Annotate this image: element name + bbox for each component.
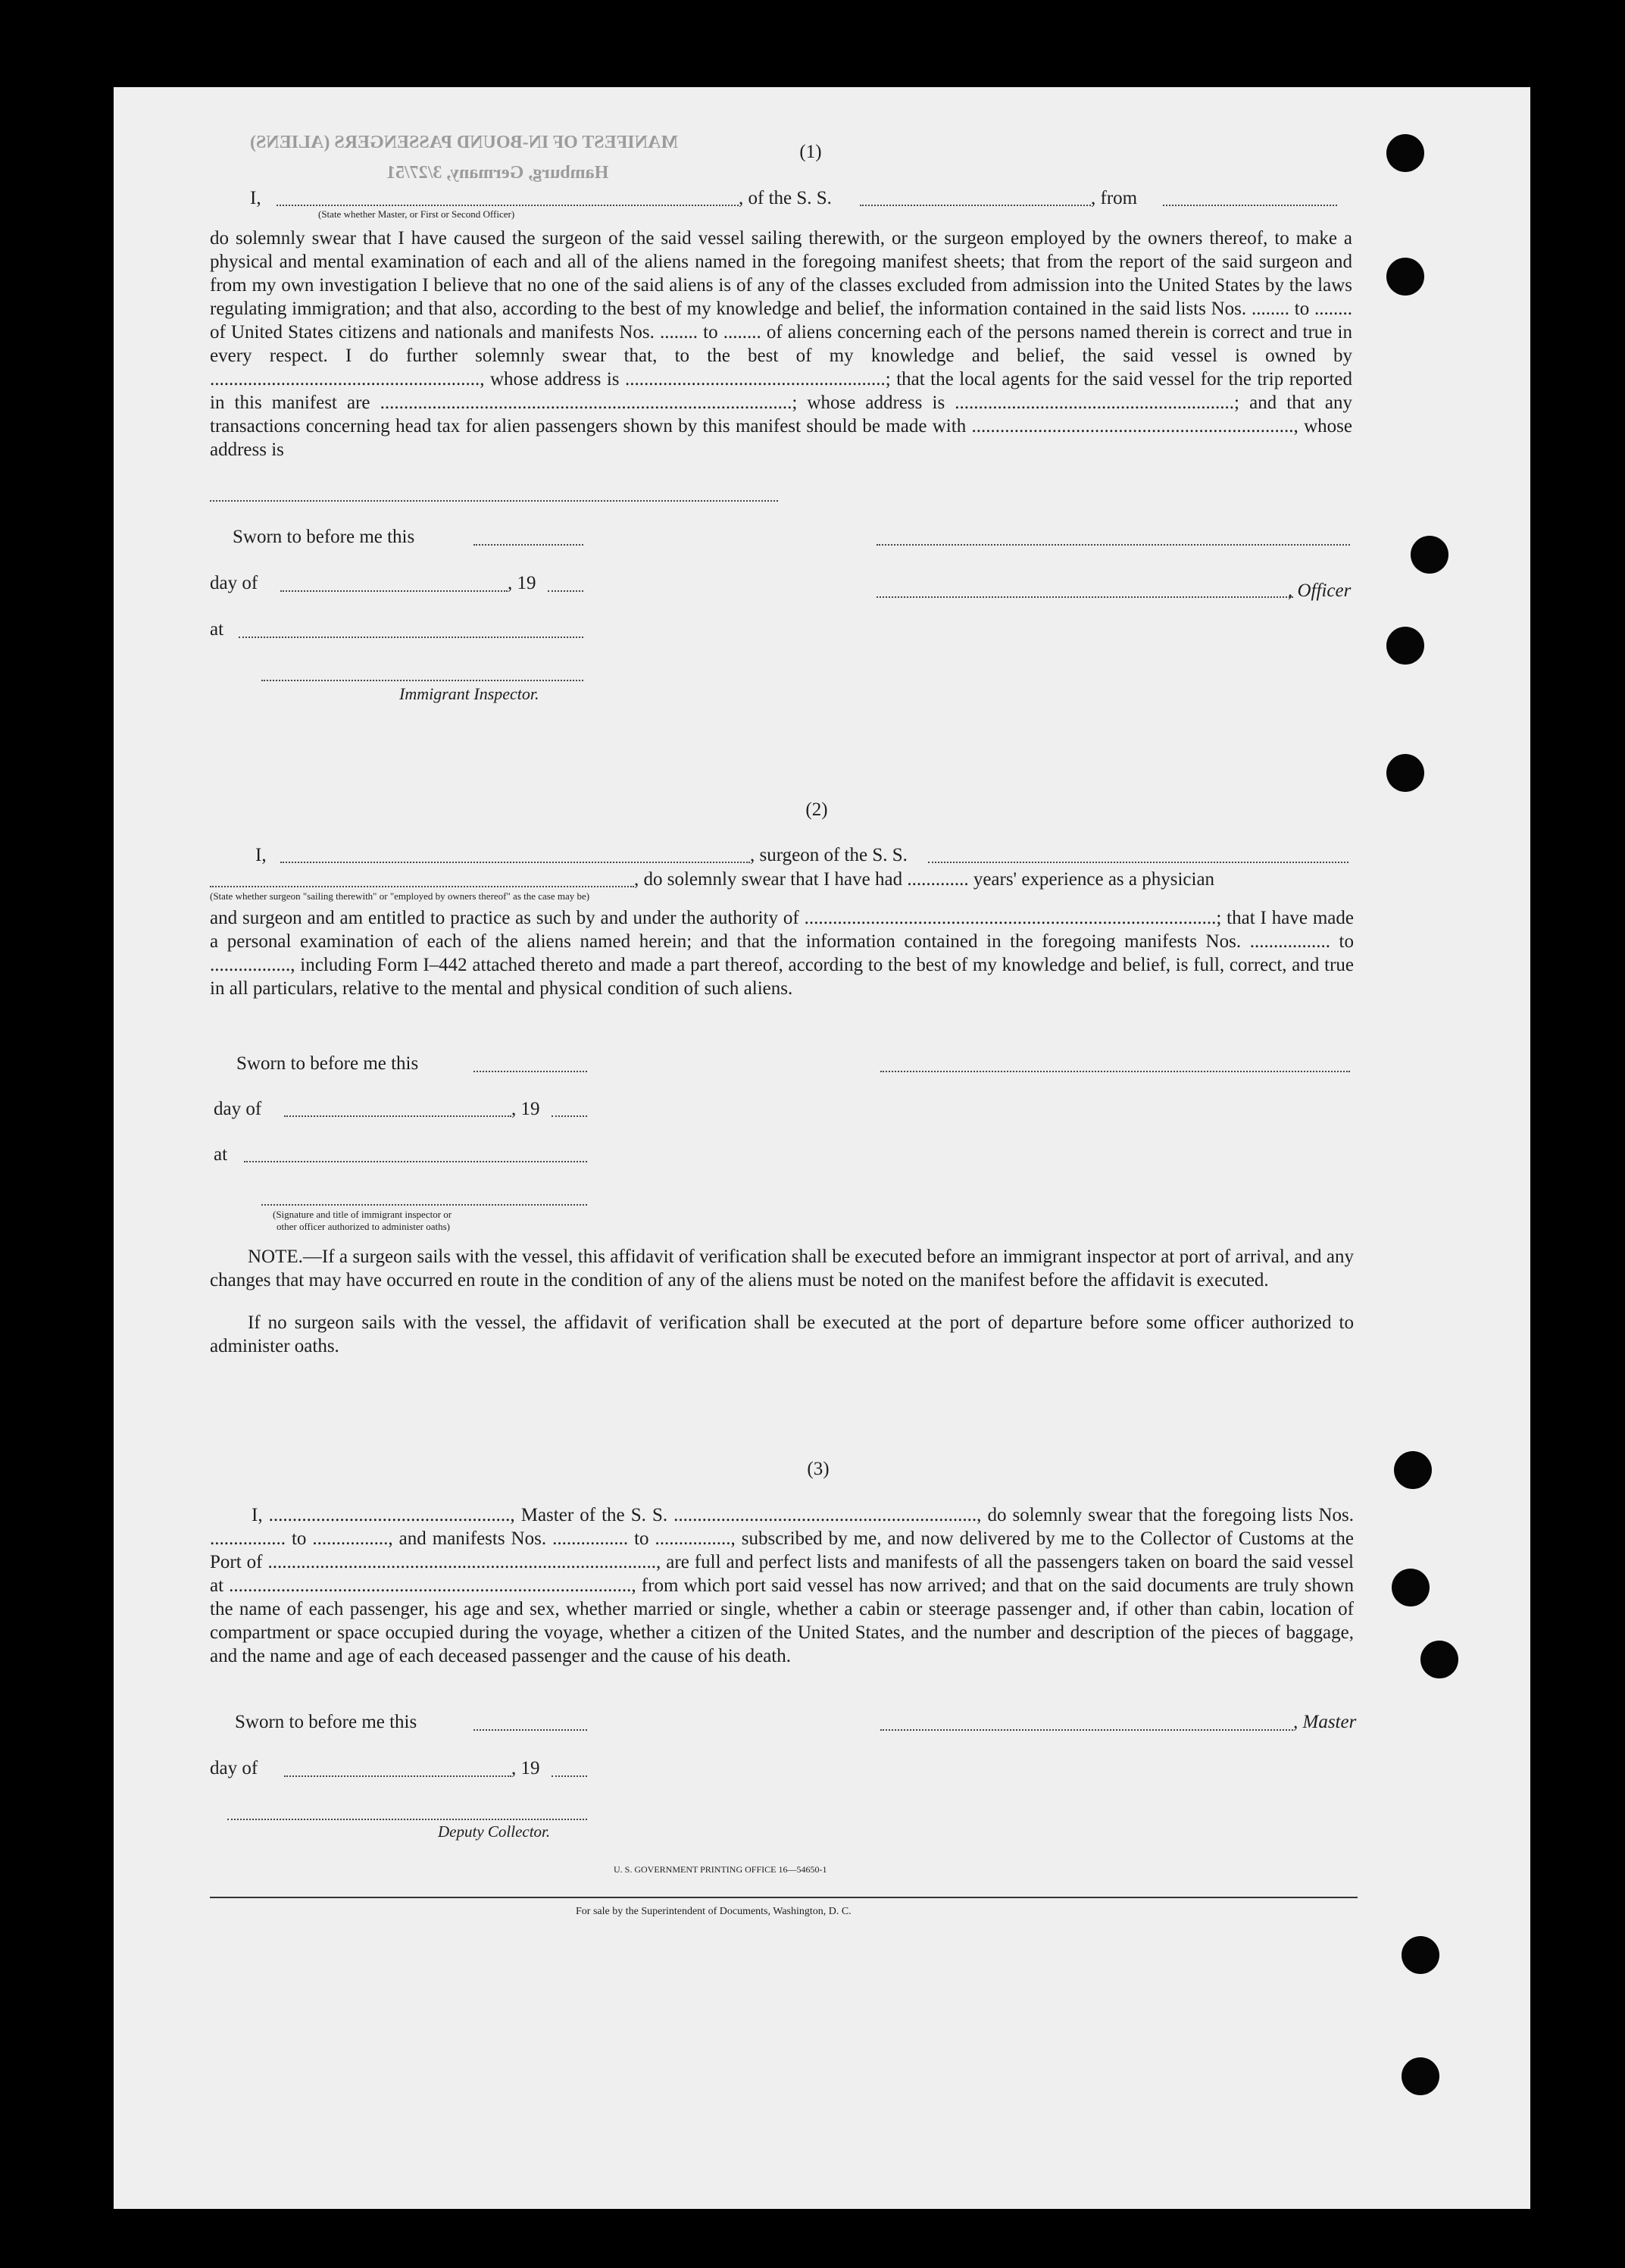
sale-note: For sale by the Superintendent of Documents, Washington, D. C. [576,1906,852,1917]
bleed-subheader: Hamburg, Germany, 3/27/51 [386,163,609,183]
section2-signature-line [261,1204,587,1206]
section3-sworn-line [473,1729,587,1731]
section3-day-line [284,1775,511,1777]
section2-year-line [552,1115,587,1117]
surgeon-name-line [280,862,750,863]
surgeon-signature-line [880,1071,1350,1072]
footer-rule [210,1897,1358,1898]
section2-years-experience: , do solemnly swear that I have had ............. years' experience as a physician [634,869,1215,890]
inspector-signature-line [261,680,583,681]
punch-hole [1386,134,1424,172]
section1-caption: (State whether Master, or First or Second Officer) [318,208,515,220]
punch-hole [1386,627,1424,665]
section3-oath-text: I, ..................................................., Master of the S. S. ................................................................, do solemnly swear that the foregoing lists Nos. ................ to ................, and manifests Nos. ................ to ................, subscribed by me, and now delivered by me to the Collector of Customs at the Port of .................................................................................., are full and perfect lists and manifests of all the passengers taken on board the said vessel at ....................................................................................., from which port said vessel has now arrived; and that on the said documents are truly shown the name of each passenger, his age and sex, whether married or single, whether a cabin or steerage passenger and, if other than cabin, location of compartment or space occupied during the voyage, whether a citizen of the United States, and the number and description of the pieces of baggage, and the name and age of each deceased passenger and the cause of his death. [210,1505,1354,1666]
section1-sworn: Sworn to before me this [233,527,415,547]
note2-text: If no surgeon sails with the vessel, the affidavit of verification shall be executed at the port of departure before some officer authorized to administer oaths. [210,1312,1354,1356]
section3-master: , Master [1293,1712,1357,1732]
section2-i: I, [255,845,267,865]
signature-caption-1: (Signature and title of immigrant inspector or [273,1209,452,1220]
immigrant-inspector-label: Immigrant Inspector. [399,684,539,703]
section1-day-of: day of [210,573,258,593]
section2-sworn: Sworn to before me this [236,1053,419,1074]
signature-caption-2: other officer authorized to administer oaths) [277,1221,450,1232]
section1-i: I, [250,188,261,208]
from-port-line [1163,205,1337,206]
section1-officer: , Officer [1288,580,1352,601]
section2-day-line [284,1115,511,1117]
section1-year: , 19 [508,573,536,593]
punch-hole [1392,1569,1430,1606]
punch-hole [1394,1451,1432,1489]
section2-day-of: day of [214,1099,262,1119]
deputy-collector-label: Deputy Collector. [438,1822,551,1841]
punch-hole [1402,1936,1439,1974]
section1-of-ss: , of the S. S. [739,188,832,208]
section2-sworn-line [473,1071,587,1072]
manifest-page [114,87,1530,2209]
section1-day-line [280,590,508,592]
section1-year-line [548,590,583,592]
master-signature-line [880,1729,1293,1731]
punch-hole [1411,536,1448,574]
master-name-line [277,205,739,206]
section3-year: , 19 [511,1758,540,1778]
surgeon-status-line [210,886,634,887]
section1-sworn-line [473,544,583,546]
head-tax-address-line [210,500,778,502]
collector-signature-line [227,1819,587,1820]
officer-signature-line-2 [877,596,1293,598]
officer-signature-line-1 [877,544,1350,546]
ship-name-line [860,205,1091,206]
section1-oath-text: do solemnly swear that I have caused the surgeon of the said vessel sailing therewith, or the surgeon employed by the owners thereof, to make a physical and mental examination of each and all of the aliens named in the foregoing manifest sheets; that from the report of the said surgeon and from my own investigation I believe that no one of the said aliens is of any of the classes excluded from admission into the United States by the laws regulating immigration; and that also, according to the best of my knowledge and belief, the information contained in the said lists Nos. ........ to ........ of United States citizens and nationals and manifests Nos. ........ to ........ of aliens concerning each of the persons named therein is correct and true in every respect. I do further solemnly swear that, to the best of my knowledge and belief, the said vessel is owned by ........................................................., whose address is .......................................................; that the local agents for the said vessel for the trip reported in this manifest are .......................................................................................; whose address is ...........................................................; and that any transactions concerning head tax for alien passengers shown by this manifest should be made with ...................................................................., whose address is [210,228,1352,460]
section3-year-line [552,1775,587,1777]
section2-surgeon: , surgeon of the S. S. [750,845,908,865]
note-text: NOTE.—If a surgeon sails with the vessel, this affidavit of verification shall be executed before an immigrant inspector at port of arrival, and any changes that may have occurred en route in the condition of any of the aliens must be noted on the manifest before the affidavit is executed. [210,1247,1354,1290]
bleed-header: MANIFEST OF IN-BOUND PASSENGERS (ALIENS) [250,133,678,152]
punch-hole [1402,2057,1439,2095]
section2-at: at [214,1144,228,1165]
punch-hole [1386,754,1424,792]
printing-office-imprint: U. S. GOVERNMENT PRINTING OFFICE 16—54650-1 [614,1864,827,1875]
section3-number: (3) [807,1459,830,1479]
punch-hole [1420,1641,1458,1678]
section2-number: (2) [805,799,828,820]
section1-number: (1) [799,142,822,162]
section2-oath-text: and surgeon and am entitled to practice as such by and under the authority of .......................................................................................; that I have made a personal examination of each of the aliens named herein; and that the information contained in the foregoing manifests Nos. ................. to ................., including Form I–442 attached thereto and made a part thereof, according to the best of my knowledge and belief, is full, correct, and true in all particulars, relative to the mental and physical condition of such aliens. [210,908,1354,999]
surgeon-ship-line [928,862,1348,863]
section2-year: , 19 [511,1099,540,1119]
section1-at: at [210,619,224,640]
section1-at-line [239,637,583,638]
section2-at-line [244,1161,587,1162]
section1-from: , from [1091,188,1138,208]
section3-sworn: Sworn to before me this [235,1712,417,1732]
section3-day-of: day of [210,1758,258,1778]
punch-hole [1386,258,1424,296]
section2-caption: (State whether surgeon "sailing therewith" or "employed by owners thereof" as the case may be) [210,890,590,902]
